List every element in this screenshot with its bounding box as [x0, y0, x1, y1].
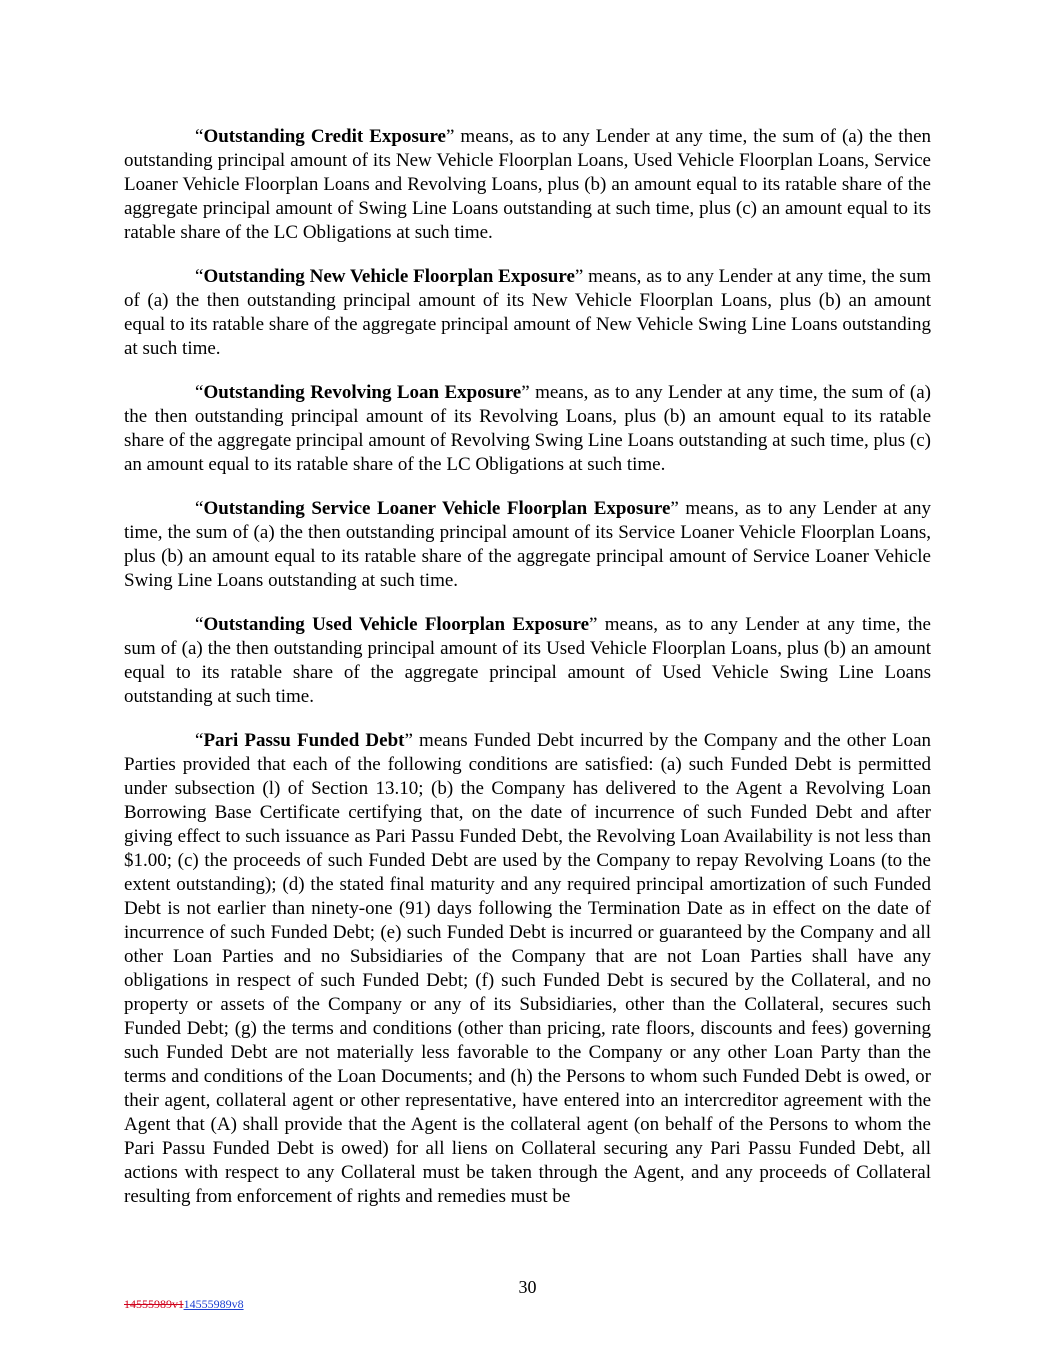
- defined-term: Outstanding New Vehicle Floorplan Exposure: [203, 266, 575, 287]
- definition-text: means, as to any Lender at any time, the sum of (a) the then outstanding principal amount of its New Vehicle Floorplan Loans, Used Vehicle Floorplan Loans, Service Loaner Vehicle Floorplan Loans and Revolving Loans, plus (b) an amount equal to its ratable share of the aggregate principal amount of Swing Line Loans outstanding at such time, plus (c) an amount equal to its ratable share of the LC Obligations at such time.: [124, 126, 932, 243]
- definition-outstanding-revolving-loan-exposure: “Outstanding Revolving Loan Exposure” means, as to any Lender at any time, the sum of (a) the then outstanding principal amount of its Revolving Loans, plus (b) an amount equal to its ratable share of the aggregate principal amount of Revolving Swing Line Loans outstanding at such time, plus (c) an amount equal to its ratable share of the LC Obligations at such time.: [124, 382, 932, 475]
- defined-term: Outstanding Credit Exposure: [203, 126, 446, 147]
- defined-term: Outstanding Service Loaner Vehicle Floorplan Exposure: [203, 498, 671, 519]
- definition-outstanding-service-loaner-vehicle-floorplan-exposure: “Outstanding Service Loaner Vehicle Floorplan Exposure” means, as to any Lender at any time, the sum of (a) the then outstanding principal amount of its Service Loaner Vehicle Floorplan Loans, plus (b) an amount equal to its ratable share of the aggregate principal amount of Service Loaner Vehicle Swing Line Loans outstanding at such time.: [124, 498, 931, 591]
- definition-outstanding-used-vehicle-floorplan-exposure: “Outstanding Used Vehicle Floorplan Exposure” means, as to any Lender at any time, the sum of (a) the then outstanding principal amount of its Used Vehicle Floorplan Loans, plus (b) an amount equal to its ratable share of the aggregate principal amount of Used Vehicle Swing Line Loans outstanding at such time.: [124, 614, 931, 707]
- definition-outstanding-new-vehicle-floorplan-exposure: “Outstanding New Vehicle Floorplan Exposure” means, as to any Lender at any time, the sum of (a) the then outstanding principal amount of its New Vehicle Floorplan Loans, plus (b) an amount equal to its ratable share of the aggregate principal amount of New Vehicle Swing Line Loans outstanding at such time.: [124, 266, 931, 359]
- defined-term: Pari Passu Funded Debt: [203, 730, 405, 751]
- definition-text: means, as to any Lender at any time, the sum of (a) the then outstanding principal amount of its New Vehicle Floorplan Loans, plus (b) an amount equal to its ratable share of the aggregate principal amount of New Vehicle Swing Line Loans outstanding at such time.: [124, 266, 931, 359]
- document-body: [124, 125, 931, 1229]
- definition-text: means, as to any Lender at any time, the sum of (a) the then outstanding principal amount of its Revolving Loans, plus (b) an amount equal to its ratable share of the aggregate principal amount of Revolving Swing Line Loans outstanding at such time, plus (c) an amount equal to its ratable share of the LC Obligations at such time.: [124, 382, 932, 475]
- document-id: [124, 1297, 244, 1311]
- defined-term: Outstanding Used Vehicle Floorplan Exposure: [203, 614, 590, 635]
- definition-text: means, as to any Lender at any time, the sum of (a) the then outstanding principal amount of its Used Vehicle Floorplan Loans, plus (b) an amount equal to its ratable share of the aggregate principal amount of Used Vehicle Swing Line Loans outstanding at such time.: [124, 614, 931, 707]
- definition-pari-passu-funded-debt: “Pari Passu Funded Debt” means Funded Debt incurred by the Company and the other Loan Parties provided that each of the following conditions are satisfied: (a) such Funded Debt is permitted under subsection (l) of Section 13.10; (b) the Company has delivered to the Agent a Revolving Loan Borrowing Base Certificate certifying that, on the date of incurrence of such Funded Debt and after giving effect to such issuance as Pari Passu Funded Debt, the Revolving Loan Availability is not less than $1.00; (c) the proceeds of such Funded Debt are used by the Company to repay Revolving Loans (to the extent outstanding); (d) the stated final maturity and any required principal amortization of such Funded Debt is not earlier than ninety-one (91) days following the Termination Date as in effect on the date of incurrence of such Funded Debt; (e) such Funded Debt is incurred or guaranteed by the Company and all other Loan Parties and no Subsidiaries of the Company that are not Loan Parties shall have any obligations in respect of such Funded Debt; (f) such Funded Debt is secured by the Collateral, and no property or assets of the Company or any of its Subsidiaries, other than the Collateral, secures such Funded Debt; (g) the terms and conditions (other than pricing, rate floors, discounts and fees) governing such Funded Debt are not materially less favorable to the Company or any other Loan Party than the terms and conditions of the Loan Documents; and (h) the Persons to whom such Funded Debt is owed, or their agent, collateral agent or other representative, have entered into an intercreditor agreement with the Agent that (A) shall provide that the Agent is the collateral agent (on behalf of the Persons to whom the Pari Passu Funded Debt is owed) for all liens on Collateral securing any Pari Passu Funded Debt, all actions with respect to any Collateral must be taken through the Agent, and any proceeds of Collateral resulting from enforcement of rights and remedies must be: [124, 730, 931, 1207]
- page-number: 30: [518, 1277, 537, 1297]
- document-id-inserted: 14555989v8: [183, 1297, 244, 1311]
- definition-text: means Funded Debt incurred by the Company and the other Loan Parties provided that each of the following conditions are satisfied: (a) such Funded Debt is permitted under subsection (l) of Section 13.10; (b) the Company has delivered to the Agent a Revolving Loan Borrowing Base Certificate certifying that, on the date of incurrence of such Funded Debt and after giving effect to such issuance as Pari Passu Funded Debt, the Revolving Loan Availability is not less than $1.00; (c) the proceeds of such Funded Debt are used by the Company to repay Revolving Loans (to the extent outstanding); (d) the stated final maturity and any required principal amortization of such Funded Debt is not earlier than ninety-one (91) days following the Termination Date as in effect on the date of incurrence of such Funded Debt; (e) such Funded Debt is incurred or guaranteed by the Company and all other Loan Parties and no Subsidiaries of the Company that are not Loan Parties shall have any obligations in respect of such Funded Debt; (f) such Funded Debt is secured by the Collateral, and no property or assets of the Company or any of its Subsidiaries, other than the Collateral, secures such Funded Debt; (g) the terms and conditions (other than pricing, rate floors, discounts and fees) governing such Funded Debt are not materially less favorable to the Company or any other Loan Party than the terms and conditions of the Loan Documents; and (h) the Persons to whom such Funded Debt is owed, or their agent, collateral agent or other representative, have entered into an intercreditor agreement with the Agent that (A) shall provide that the Agent is the collateral agent (on behalf of the Persons to whom the Pari Passu Funded Debt is owed) for all liens on Collateral securing any Pari Passu Funded Debt, all actions with respect to any Collateral must be taken through the Agent, and any proceeds of Collateral resulting from enforcement of rights and remedies must be: [124, 730, 931, 1207]
- definition-outstanding-credit-exposure: “Outstanding Credit Exposure” means, as to any Lender at any time, the sum of (a) the then outstanding principal amount of its New Vehicle Floorplan Loans, Used Vehicle Floorplan Loans, Service Loaner Vehicle Floorplan Loans and Revolving Loans, plus (b) an amount equal to its ratable share of the aggregate principal amount of Swing Line Loans outstanding at such time, plus (c) an amount equal to its ratable share of the LC Obligations at such time.: [124, 126, 932, 243]
- definition-text: means, as to any Lender at any time, the sum of (a) the then outstanding principal amount of its Service Loaner Vehicle Floorplan Loans, plus (b) an amount equal to its ratable share of the aggregate principal amount of Service Loaner Vehicle Swing Line Loans outstanding at such time.: [124, 498, 931, 591]
- document-id-deleted: 14555989v1: [124, 1297, 184, 1311]
- defined-term: Outstanding Revolving Loan Exposure: [203, 382, 522, 403]
